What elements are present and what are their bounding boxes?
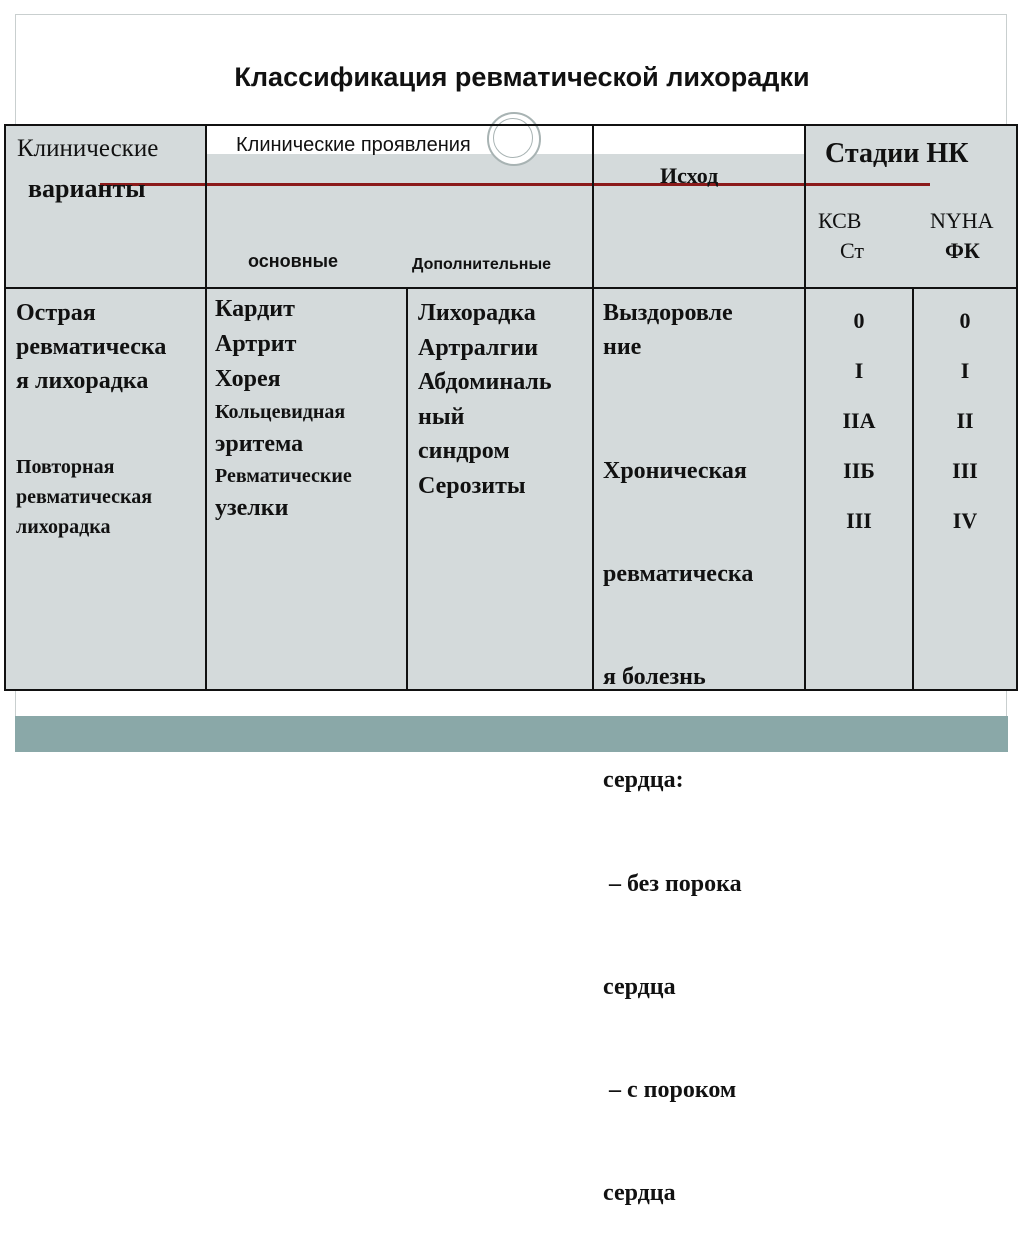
table-border-right (1016, 124, 1018, 690)
main-item: эритема (215, 431, 304, 457)
header-nk-stages: Стадии НК (825, 138, 969, 169)
header-main: основные (248, 251, 338, 271)
ksv-stage: 0 (853, 308, 865, 333)
table-header-separator (4, 287, 1018, 289)
variant-acute-line: ревматическа (16, 334, 167, 360)
outcome-chronic-line: – с пороком (603, 1077, 737, 1104)
nyha-class: IV (952, 508, 978, 533)
table-border-left (4, 124, 6, 690)
header-nyha-line1: NYHA (930, 208, 994, 233)
outcome-chronic-line: я болезнь (603, 664, 706, 691)
col-divider-1 (205, 124, 207, 690)
main-item: узелки (215, 495, 289, 521)
nyha-class: I (960, 358, 970, 383)
additional-item: Лихорадка (418, 300, 536, 326)
nyha-class: III (952, 458, 978, 483)
page-title: Классификация ревматической лихорадки (234, 62, 810, 92)
variant-acute-line: Острая (16, 300, 96, 326)
ksv-stage: III (846, 508, 872, 533)
header-manifestations: Клинические проявления (236, 134, 471, 156)
additional-item: ный (418, 403, 465, 430)
additional-item: синдром (418, 438, 510, 464)
variant-recurrent-line: ревматическая (16, 486, 153, 508)
main-item: Артрит (215, 331, 297, 357)
ksv-stage: IIA (842, 408, 876, 433)
header-additional: Дополнительные (412, 256, 552, 273)
bottom-decor-band (15, 716, 1008, 752)
outcome-chronic-line: ревматическа (603, 561, 754, 588)
ksv-stage: I (854, 358, 864, 383)
outcome-chronic (603, 385, 753, 1245)
col-divider-3 (592, 124, 594, 690)
header-outcome: Исход (660, 163, 719, 188)
nyha-classes-list (914, 296, 1016, 546)
variant-recurrent-line: Повторная (16, 456, 115, 478)
ksv-stages-list (806, 296, 912, 546)
header-variants-line1: Клинические (17, 135, 159, 162)
col-divider-2 (406, 287, 408, 690)
header-ksv-line1: КСВ (818, 208, 862, 233)
nyha-class: 0 (959, 308, 971, 333)
outcome-chronic-line: сердца: (603, 767, 684, 794)
additional-list (418, 296, 552, 503)
additional-item: Серозиты (418, 472, 526, 499)
main-item: Кольцевидная (215, 401, 346, 423)
main-item: Хорея (215, 366, 281, 392)
outcome-chronic-line: сердца (603, 1180, 676, 1207)
main-item: Ревматические (215, 465, 352, 487)
outcome-chronic-line: Хроническая (603, 457, 747, 484)
nyha-class: II (956, 408, 974, 433)
variant-acute-line: я лихорадка (16, 368, 149, 394)
additional-item: Артралгии (418, 334, 539, 361)
header-ksv-line2: Ст (840, 238, 864, 263)
outcome-recovery-line: Выздоровле (603, 300, 733, 326)
variant-recurrent-line: лихорадка (16, 516, 111, 538)
header-nyha-line2: ФК (945, 238, 980, 263)
header-red-line (100, 183, 930, 186)
outcome-recovery-line: ние (603, 334, 642, 360)
outcome-chronic-line: сердца (603, 973, 676, 1000)
table-border-bottom (4, 689, 1018, 691)
table-border-top (4, 124, 1018, 126)
additional-item: Абдоминаль (418, 369, 552, 395)
variant-acute (16, 296, 166, 398)
main-item: Кардит (215, 296, 295, 322)
ksv-stage: IIБ (843, 458, 875, 483)
variant-recurrent (16, 452, 152, 542)
header-variants-line2: варианты (28, 174, 146, 203)
outcome-recovery (603, 296, 733, 364)
outcome-chronic-line: – без порока (603, 870, 742, 897)
